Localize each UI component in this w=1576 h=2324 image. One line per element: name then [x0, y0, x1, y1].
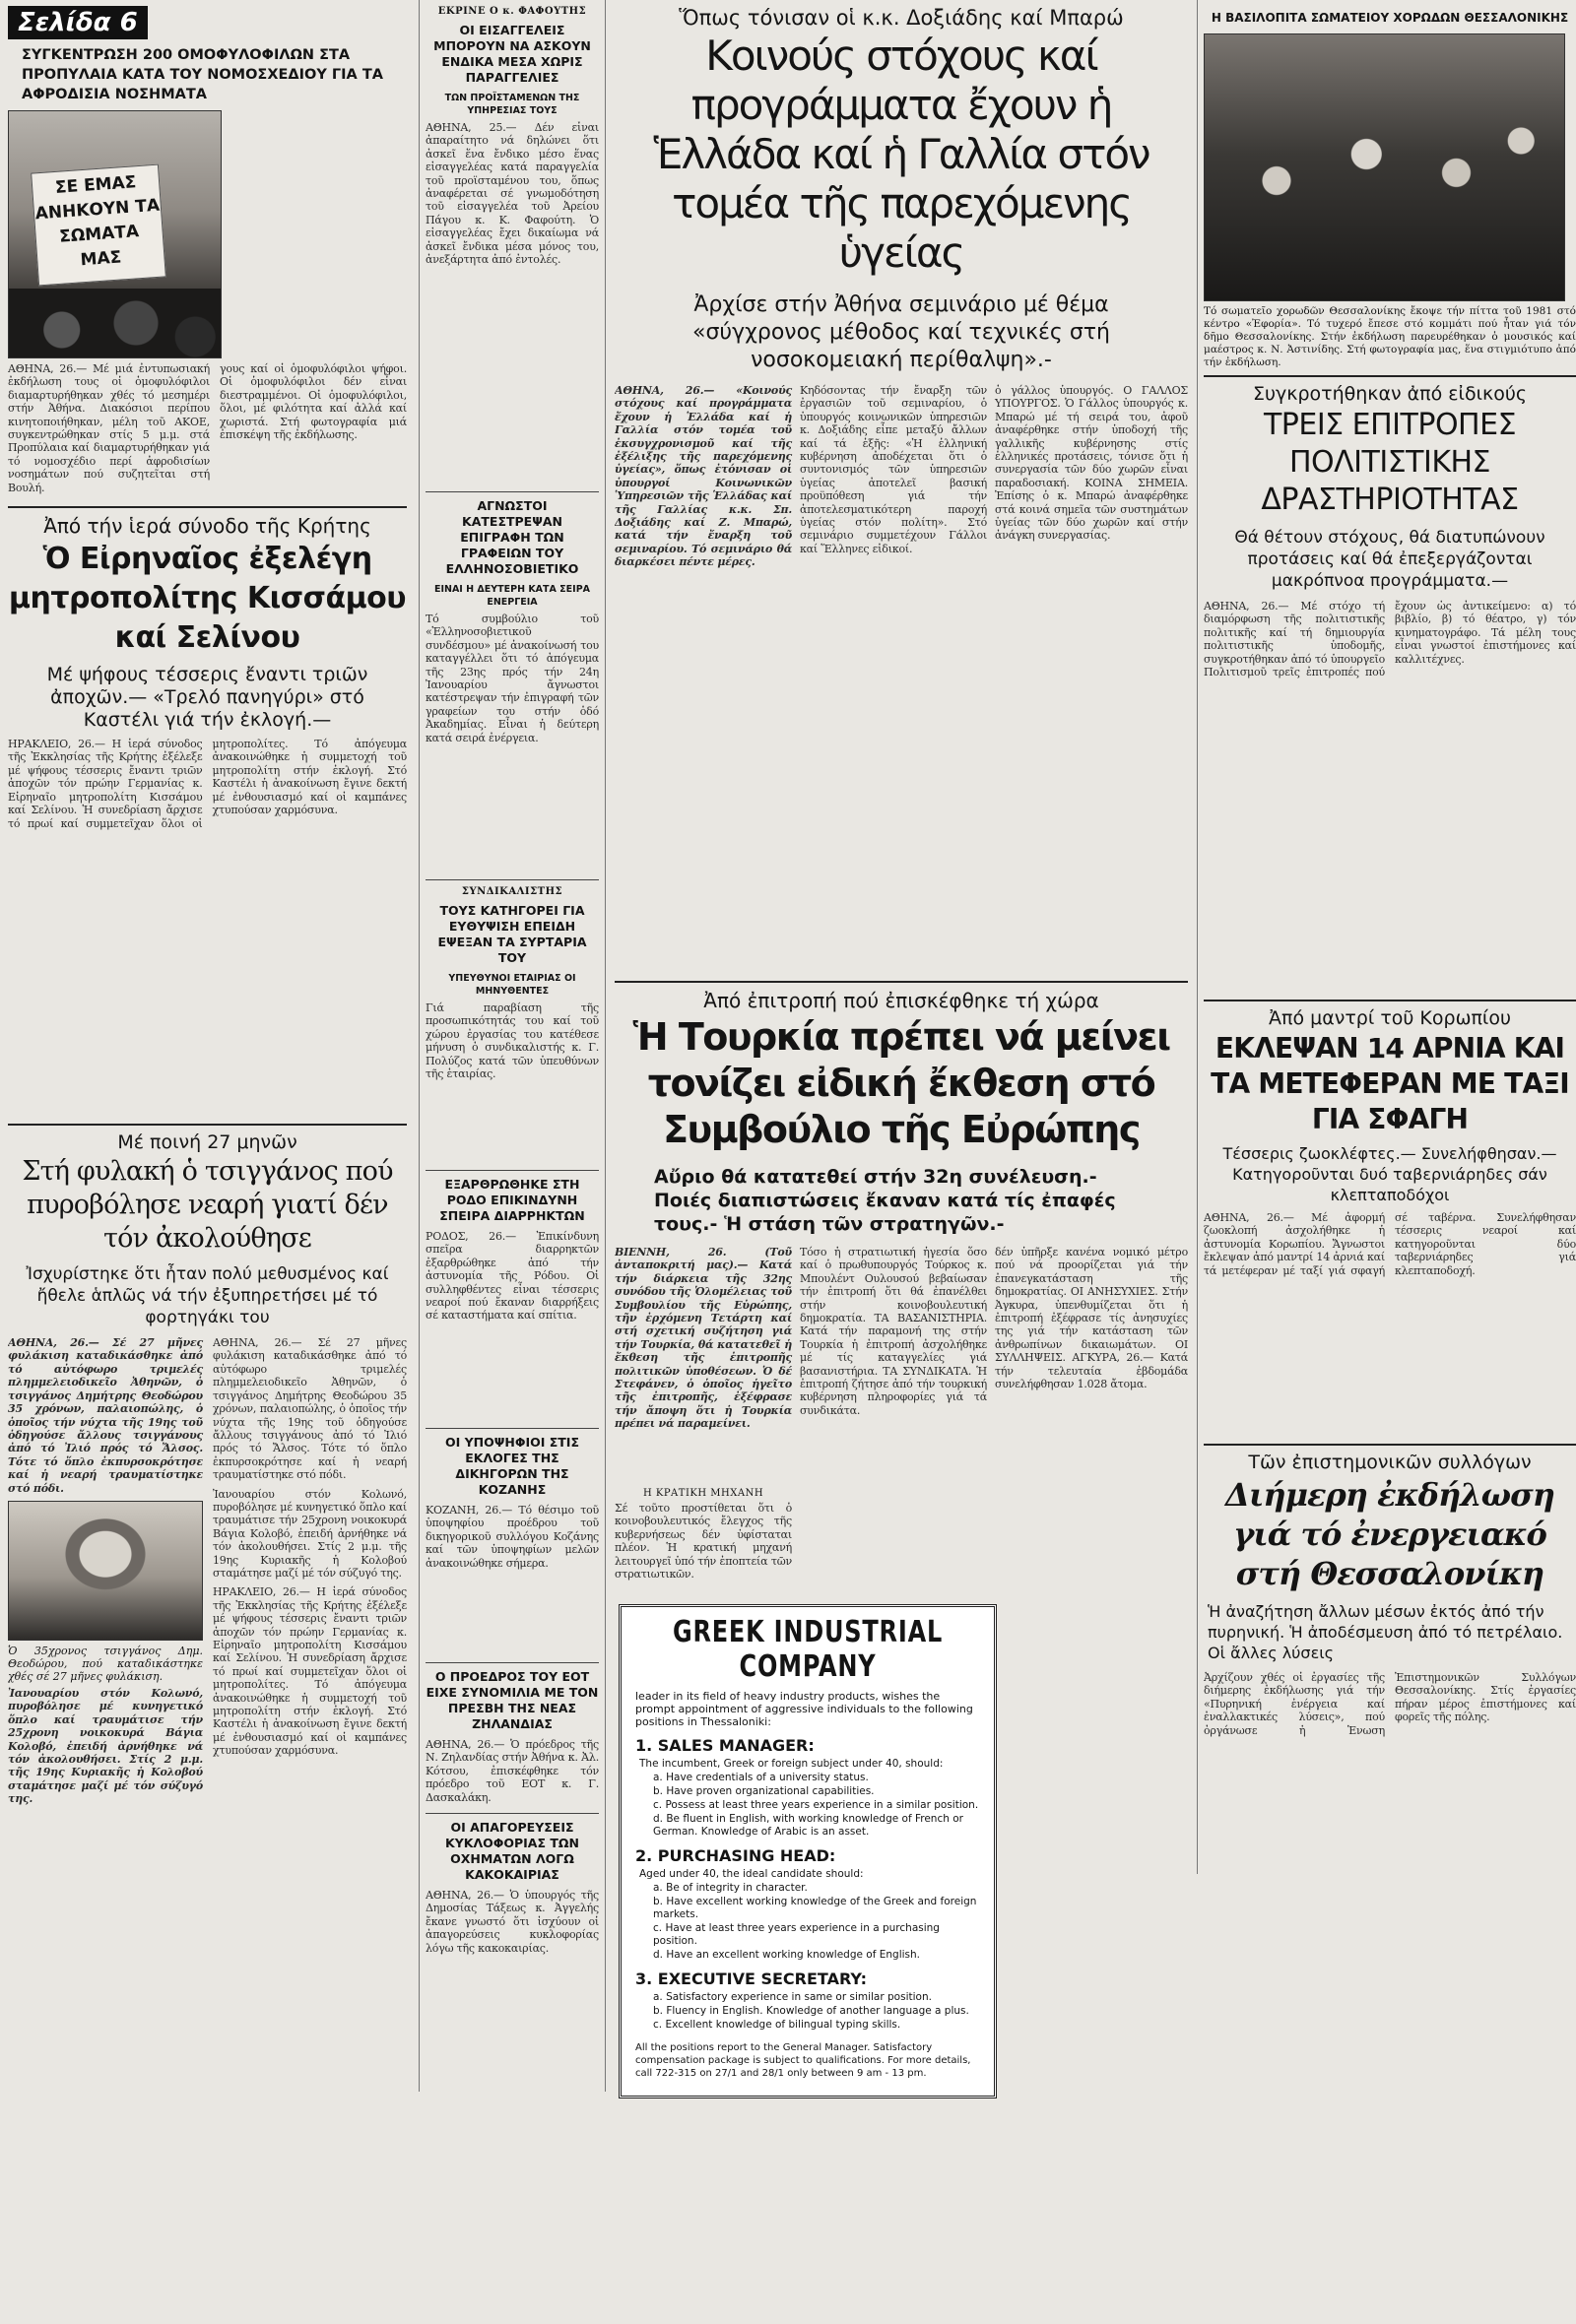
ad-lead: leader in its field of heavy industry products, wishes the prompt appointment of aggressive individuals to the following positions in Thessaloniki:	[635, 1690, 973, 1728]
ad-item: a. Be of integrity in character.	[653, 1882, 808, 1894]
health-headline: Κοινούς στόχους καί προγράμματα ἔχουν ἡ Ἑλλάδα καί ἡ Γαλλία στόν τομέα τῆς παρεχόμενης ὑγείας	[653, 32, 1149, 277]
ad-position-1-desc: The incumbent, Greek or foreign subject under 40, should:	[639, 1758, 944, 1770]
mechanism-title: Η ΚΡΑΤΙΚΗ ΜΗΧΑΝΗ	[642, 1488, 764, 1499]
column-right	[1197, 0, 1576, 1874]
culture-headline: ΤΡΕΙΣ ΕΠΙΤΡΟΠΕΣ ΠΟΛΙΤΙΣΤΙΚΗΣ ΔΡΑΣΤΗΡΙΟΤΗΤΑΣ	[1261, 408, 1519, 517]
column-main	[611, 0, 1192, 2106]
turkey-headline: Ἡ Τουρκία πρέπει νά μείνει τονίζει εἰδική ἔκθεση στό Συμβούλιο τῆς Εὐρώπης	[632, 1015, 1170, 1151]
homophile-text-a: ΑΘΗΝΑ, 26.— Μέ μιά ἐντυπωσιακή ἐκδήλωση τους οἱ ὁμοφυλόφιλοι διαμαρτυρήθηκαν χθές τό μεσημέρι στήν Ἀθήνα. Διακόσιοι περίπου κινητοποιήθηκαν, μέλη τοῦ ΑΚΟΕ, συγκεντρώθηκαν στίς 5 μ.μ. στά Προπύλαια καί διαμαρτυρήθηκαν γιά τό νομοσχέδιο περί ἀφροδισίων νοσημάτων πού συζητεῖται στή Βουλή.	[8, 362, 210, 494]
brief3-text: Γιά παραβίαση τῆς προσωπικότητάς του καί τοῦ χώρου ἐργασίας του κατέθεσε μήνυση ὁ συνδικαλιστής κ. Γ. Πολύζος κατά τῶν ὑπευθύνων τῆς ἑταιρίας.	[426, 1001, 599, 1081]
lamb-kicker: Ἀπό μαντρί τοῦ Κορωπίου	[1269, 1007, 1511, 1029]
brief1-sub: ΤΩΝ ΠΡΟΪΣΤΑΜΕΝΩΝ ΤΗΣ ΥΠΗΡΕΣΙΑΣ ΤΟΥΣ	[444, 93, 580, 116]
brief1-kicker: ΕΚΡΙΝΕ Ο κ. ΦΑΦΟΥΤΗΣ	[437, 6, 587, 17]
lamb-headline: ΕΚΛΕΨΑΝ 14 ΑΡΝΙΑ ΚΑΙ ΤΑ ΜΕΤΕΦΕΡΑΝ ΜΕ ΤΑΞΙ ΓΙΑ ΣΦΑΓΗ	[1211, 1032, 1569, 1135]
choir-caption: Τό σωματεῖο χορωδῶν Θεσσαλονίκης ἔκοψε τήν πίττα τοῦ 1981 στό κέντρο «Ἐφορία». Τό τυχερό ἔπεσε στό κομμάτι πού ἦταν γιά τόν δῆμο Θεσσαλονίκης. Στήν ἐκδήλωση παρευρέθηκαν ὁ μουσικός καί μαέστρος κ. Ν. Ἀστινίδης. Στή φωτογραφία μας, ἕνα στιγμιότυπο ἀπό τήν ἐκδήλωση.	[1204, 305, 1576, 368]
health-subhead: Ἀρχίσε στήν Ἀθήνα σεμινάριο μέ θέμα «σύγχρονος μέθοδος καί τεχνικές στή νοσοκομειακή περίθαλψη».-	[692, 292, 1110, 372]
culture-subhead: Θά θέτουν στόχους, θά διατυπώνουν προτάσεις καί θά ἐπεξεργάζονται μακρόπνοα προγράμματα.—	[1234, 528, 1545, 591]
brief3-sub: ΥΠΕΥΘΥΝΟΙ ΕΤΑΙΡΙΑΣ ΟΙ ΜΗΝΥΘΕΝΤΕΣ	[448, 973, 576, 997]
job-ad	[619, 1604, 997, 2098]
ad-item: c. Possess at least three years experience in a similar position.	[653, 1799, 979, 1811]
brief6-head: Ο ΠΡΟΕΔΡΟΣ ΤΟΥ ΕΟΤ ΕΙΧΕ ΣΥΝΟΜΙΛΙΑ ΜΕ ΤΟΝ ΠΡΕΣΒΗ ΤΗΣ ΝΕΑΣ ΖΗΛΑΝΔΙΑΣ	[426, 1669, 599, 1731]
lamb-text: ΑΘΗΝΑ, 26.— Μέ ἀφορμή ζωοκλοπή ἀσχολήθηκε ἡ ἀστυνομία Κορωπίου. Ἄγνωστοι ἔκλεψαν ἀπό μαντρί 14 ἀρνιά καί τά μετέφεραν μέ ταξί γιά σφαγή σέ ταβέρνα. Συνελήφθησαν τέσσερις νεαροί καί κατηγοροῦνται δύο ταβερνιάρηδες γιά κλεπταποδοχή.	[1204, 1211, 1576, 1277]
energy-kicker: Τῶν ἐπιστημονικῶν συλλόγων	[1248, 1452, 1532, 1473]
synod-text: ΗΡΑΚΛΕΙΟ, 26.— Η ἱερά σύνοδος τῆς Ἐκκλησίας τῆς Κρήτης ἐξέλεξε μέ ψήφους τέσσερις ἔναντι τριῶν ἀποχῶν τόν πρώην Γερμανίας κ. Εἰρηναῖο μητροπολίτη Κισσάμου καί Σελίνου. Ἡ συνεδρίαση ἄρχισε τό πρωί καί συμμετεῖχαν ὅλοι οἱ μητροπολίτες. Τό ἀπόγευμα ἀνακοινώθηκε ἡ συμμετοχή τοῦ μητροπολίτη στήν ἐκλογή. Στό Καστέλι ἡ ἀνακοίνωση ἔγινε δεκτή μέ ἐνθουσιασμό καί οἱ καμπάνες χτυπούσαν χαρμόσυνα.	[8, 738, 407, 830]
brief1-text: ΑΘΗΝΑ, 25.— Δέν εἶναι ἀπαραίτητο νά δηλώνει ὅτι ἀσκεῖ ἕνα ἔνδικο μέσο ἕνας εἰσαγγελέας κατά παραγγελία τοῦ προϊσταμένου του, ὅπως ἀναφέρεται σέ γνωμοδότηση τοῦ εἰσαγγελέα τοῦ Ἀρείου Πάγου κ. Κ. Φαφούτη. Ὁ εἰσαγγελέας ἔχει δικαίωμα νά ἀσκεῖ ἔνδικα μέσα μόνος του, ἀνεξάρτητα ἀπό ἐντολές.	[426, 121, 599, 267]
column-left	[8, 0, 407, 1888]
synod-kicker: Ἀπό τήν ἱερά σύνοδο τῆς Κρήτης	[43, 514, 371, 539]
column-briefs	[419, 0, 606, 2092]
ad-item: b. Have excellent working knowledge of the Greek and foreign markets.	[653, 1896, 977, 1920]
ad-item: c. Excellent knowledge of bilingual typing skills.	[653, 2019, 901, 2031]
turkey-subhead: Αὔριο θά κατατεθεί στήν 32η συνέλευση.- Ποιές διαπιστώσεις ἔκαναν κατά τίς ἐπαφές τους.- Ἡ στάση τῶν στρατηγῶν.-	[654, 1166, 1116, 1235]
brief5-text: ΚΟΖΑΝΗ, 26.— Τό θέσιμο τοῦ ὑποψηφίου προέδρου τοῦ δικηγορικοῦ συλλόγου Κοζάνης καί τῶν ὑποψηφίων μελῶν ἀνακοινώθηκε σήμερα.	[426, 1504, 599, 1570]
health-text-b: Κηδόσοντας τήν ἔναρξη τῶν ἐργασιῶν τοῦ σεμιναρίου, ὁ ὑπουργός κοινωνικῶν ὑπηρεσιῶν κ. Δοξιάδης εἶπε μεταξύ ἄλλων καί τά ἑξῆς: «Ἡ ἑλληνική κυβέρνηση ἀποδέχεται ὅτι ὁ συντονισμός τῶν ὑπηρεσιῶν ὑγείας ἀποτελεῖ βασική προϋπόθεση γιά τήν ἀποτελεσματικότερη παροχή ὑγείας στόν πολίτη». Στό σεμινάριο συμμετέχουν Γάλλοι καί Ἕλληνες εἰδικοί.	[800, 384, 987, 555]
gypsy-text-cont-3: ΗΡΑΚΛΕΙΟ, 26.— Η ἱερά σύνοδος τῆς Ἐκκλησίας τῆς Κρήτης ἐξέλεξε μέ ψήφους τέσσερις ἔναντι τριῶν ἀποχῶν τόν πρώην Γερμανίας κ. Εἰρηναῖο μητροπολίτη Κισσάμου καί Σελίνου. Ἡ συνεδρίαση ἄρχισε τό πρωί καί συμμετεῖχαν ὅλοι οἱ μητροπολίτες. Τό ἀπόγευμα ἀνακοινώθηκε ἡ συμμετοχή τοῦ μητροπολίτη στήν ἐκλογή. Στό Καστέλι ἡ ἀνακοίνωση ἔγινε δεκτή μέ ἐνθουσιασμό καί οἱ καμπάνες χτυπούσαν χαρμόσυνα.	[213, 1585, 407, 1758]
health-text-a: ΑΘΗΝΑ, 26.— «Κοινούς στόχους καί προγράμματα ἔχουν ἡ Ἑλλάδα καί ἡ Γαλλία στόν τομέα τοῦ ἐκσυγχρονισμοῦ καί τῆς ἐξέλιξης τῆς παρεχόμενης ὑγείας», ὅπως ἐτόνισαν οἱ ὑπουργοί Κοινωνικῶν Ὑπηρεσιῶν τῆς Ἑλλάδας καί τῆς Γαλλίας κ.κ. Σπ. Δοξιάδης καί Ζ. Μπαρώ, κατά τήν ἔναρξη τοῦ σεμιναρίου. Τό σεμινάριο θά διαρκέσει πέντε μέρες.	[615, 384, 792, 569]
ad-position-3-title: 3. EXECUTIVE SECRETARY:	[635, 1969, 867, 1988]
protest-sign: ΣΕ ΕΜΑΣ ΑΝΗΚΟΥΝ ΤΑ ΣΩΜΑΤΑ ΜΑΣ	[31, 164, 166, 287]
ad-item: b. Fluency in English. Knowledge of another language a plus.	[653, 2005, 969, 2017]
synod-subhead: Μέ ψήφους τέσσερις ἔναντι τριῶν ἀποχῶν.— «Τρελό πανηγύρι» στό Καστέλι γιά τήν ἐκλογή.—	[46, 664, 368, 732]
homophile-headline: ΣΥΓΚΕΝΤΡΩΣΗ 200 ΟΜΟΦΥΛΟΦΙΛΩΝ ΣΤΑ ΠΡΟΠΥΛΑΙΑ ΚΑΤΑ ΤΟΥ ΝΟΜΟΣΧΕΔΙΟΥ ΓΙΑ ΤΑ ΑΦΡΟΔΙΣΙΑ ΝΟΣΗΜΑΤΑ	[22, 47, 383, 102]
page-label: Σελίδα 6	[8, 6, 148, 39]
gypsy-photo	[8, 1501, 203, 1641]
ad-position-1-title: 1. SALES MANAGER:	[635, 1736, 815, 1755]
brief3-head: ΤΟΥΣ ΚΑΤΗΓΟΡΕΙ ΓΙΑ ΕΥΘΥΨΙΣΗ ΕΠΕΙΔΗ ΕΨΕΞΑΝ ΤΑ ΣΥΡΤΑΡΙΑ ΤΟΥ	[437, 903, 587, 965]
homophile-text-b: γους καί οἱ ὁμοφυλόφιλοι ψήφοι. Οἱ ὁμοφυλόφιλοι δέν εἶναι διεστραμμένοι. Οἱ ὁμοφυλόφιλοι, ὅλοι, μέ φιλότητα καί ἀλλά καί χωριστά. Στή φωτογραφία μιά ἐπισκέψη τῆς ἐκδήλωσης.	[220, 362, 407, 442]
ad-item: d. Be fluent in English, with working knowledge of French or German. Knowledge of Arabic is an asset.	[653, 1813, 963, 1838]
brief1-head: ΟΙ ΕΙΣΑΓΓΕΛΕΙΣ ΜΠΟΡΟΥΝ ΝΑ ΑΣΚΟΥΝ ΕΝΔΙΚΑ ΜΕΣΑ ΧΩΡΙΣ ΠΑΡΑΓΓΕΛΙΕΣ	[433, 23, 591, 85]
ad-company-name: GREEK INDUSTRIAL COMPANY	[672, 1615, 944, 1684]
gypsy-text-cont-2: Ἰανουαρίου στόν Κολωνό, πυροβόλησε μέ κυνηγετικό ὅπλο καί τραυμάτισε τήν 25χρονη νοικοκυρά Βάγια Κολοβό, ἐπειδή ἀρνήθηκε νά τόν ἀκολουθήσει. Στίς 2 μ.μ. τῆς 19ης Κυριακῆς ἡ Κολοβού σταμάτησε μαζί μέ τόν σύζυγό της.	[213, 1487, 407, 1580]
brief2-head: ΑΓΝΩΣΤΟΙ ΚΑΤΕΣΤΡΕΨΑΝ ΕΠΙΓΡΑΦΗ ΤΩΝ ΓΡΑΦΕΙΩΝ ΤΟΥ ΕΛΛΗΝΟΣΟΒΙΕΤΙΚΟ	[445, 498, 579, 576]
ad-item: c. Have at least three years experience in a purchasing position.	[653, 1922, 940, 1947]
brief4-text: ΡΟΔΟΣ, 26.— Ἐπικίνδυνη σπεῖρα διαρρηκτῶν ἐξαρθρώθηκε ἀπό τήν ἀστυνομία τῆς Ρόδου. Οἱ συλληφθέντες εἶναι τέσσερις νεαροί πού ἔκαναν διαρρήξεις σέ καταστήματα καί σπίτια.	[426, 1230, 599, 1323]
gypsy-text-cont: ΑΘΗΝΑ, 26.— Σέ 27 μῆνες φυλάκιση καταδικάσθηκε ἀπό τό αὐτόφωρο τριμελές πλημμελειοδικεῖο Ἀθηνῶν, ὁ τσιγγάνος Δημήτρης Θεοδώρου 35 χρόνων, παλαιοπώλης, ὁ ὁποῖος τήν νύχτα τῆς 19ης τοῦ ὁδηγούσε ἄλλους τσιγγάνους ἀπό τό Ἰλιό πρός τό Ἄλσος. Τότε τό ὅπλο ἐκπυρσοκρότησε καί ἡ νεαρή τραυματίστηκε στό πόδι.	[213, 1336, 407, 1482]
health-kicker: Ὅπως τόνισαν οἱ κ.κ. Δοξιάδης καί Μπαρώ	[679, 6, 1124, 30]
ad-position-2-title: 2. PURCHASING HEAD:	[635, 1846, 836, 1865]
gypsy-text-b: Ἰανουαρίου στόν Κολωνό, πυροβόλησε μέ κυνηγετικό ὅπλο καί τραυμάτισε τήν 25χρονη νοικοκυρά Βάγια Κολοβό, ἐπειδή ἀρνήθηκε νά τόν ἀκολουθήσει. Στίς 2 μ.μ. τῆς 19ης Κυριακῆς ἡ Κολοβού σταμάτησε μαζί μέ τόν σύζυγό της.	[8, 1686, 203, 1806]
brief6-text: ΑΘΗΝΑ, 26.— Ὁ πρόεδρος τῆς Ν. Ζηλανδίας στήν Ἀθήνα κ. Ἀλ. Κότσου, ἐπισκέφθηκε τόν πρόεδρο τοῦ ΕΟΤ κ. Γ. Δασκαλάκη.	[426, 1738, 599, 1804]
culture-kicker: Συγκροτήθηκαν ἀπό εἰδικούς	[1253, 383, 1527, 405]
ad-item: a. Have credentials of a university status.	[653, 1772, 869, 1783]
brief3-kicker: ΣΥΝΔΙΚΑΛΙΣΤΗΣ	[461, 886, 563, 897]
synod-headline: Ὁ Εἰρηναῖος ἐξελέγη μητροπολίτης Κισσάμου καί Σελίνου	[8, 542, 407, 656]
gypsy-text: ΑΘΗΝΑ, 26.— Σέ 27 μῆνες φυλάκιση καταδικάσθηκε ἀπό τό αὐτόφωρο τριμελές πλημμελειοδικεῖο Ἀθηνῶν, ὁ τσιγγάνος Δημήτρης Θεοδώρου 35 χρόνων, παλαιοπώλης, ὁ ὁποῖος τήν νύχτα τῆς 19ης τοῦ ὁδηγούσε ἄλλους τσιγγάνους ἀπό τό Ἰλιό πρός τό Ἄλσος. Τότε τό ὅπλο ἐκπυρσοκρότησε καί ἡ νεαρή τραυματίστηκε στό πόδι.	[8, 1336, 203, 1495]
gypsy-kicker: Μέ ποινή 27 μηνῶν	[117, 1131, 297, 1154]
energy-headline: Διήμερη ἐκδήλωση γιά τό ἐνεργειακό στή Θεσσαλονίκη	[1225, 1476, 1554, 1592]
brief2-sub: ΕΙΝΑΙ Η ΔΕΥΤΕΡΗ ΚΑΤΑ ΣΕΙΡΑ ΕΝΕΡΓΕΙΑ	[433, 584, 591, 608]
brief2-text: Τό συμβούλιο τοῦ «Ἑλληνοσοβιετικοῦ συνδέσμου» μέ ἀνακοίνωσή του καταγγέλλει ὅτι τό ἀπόγευμα τῆς 23ης πρός τήν 24η Ἰανουαρίου ἄγνωστοι κατέστρεψαν τήν ἐπιγραφή τῶν γραφείων του στήν ὁδό Ἀκαδημίας. Εἶναι ἡ δεύτερη κατά σειρά ἐνέργεια.	[426, 613, 599, 744]
health-text-c: ὁ γάλλος ὑπουργός. Ο ΓΑΛΛΟΣ ΥΠΟΥΡΓΟΣ. Ὁ Γάλλος ὑπουργός κ. Μπαρώ μέ τή σειρά του, ἀφοῦ ἀναφέρθηκε στήν ὑποδοχή τῆς γαλλικῆς κυβέρνησης στίς ἑλληνικές προτάσεις, τόνισε ὅτι ἡ συνεργασία τῶν δύο χωρῶν εἶναι παραδοσιακή. ΚΟΙΝΑ ΣΗΜΕΙΑ. Ἐπίσης ὁ κ. Μπαρώ ἀναφέρθηκε στά κοινά σημεῖα τῶν συστημάτων ὑγείας τῶν δύο χωρῶν καί στήν ἀνάγκη συνεργασίας.	[995, 384, 1188, 543]
turkey-kicker: Ἀπό ἐπιτροπή πού ἐπισκέφθηκε τή χώρα	[703, 989, 1099, 1012]
choir-photo	[1204, 33, 1565, 301]
energy-subhead: Ἡ ἀναζήτηση ἄλλων μέσων ἐκτός ἀπό τήν πυρηνική. Ἡ ἀποδέσμευση ἀπό τό πετρέλαιο. Οἱ ἄλλες λύσεις	[1208, 1602, 1563, 1662]
turkey-text-c: δέν ὑπῆρξε κανένα νομικό μέτρο πού νά προορίζεται γιά τήν ἐπανεγκατάσταση τῆς δημοκρατίας. ΟΙ ΑΝΗΣΥΧΙΕΣ. Στήν Ἀγκυρα, ὑπενθυμίζεται ὅτι ἡ ἐπιτροπή ἐξέφρασε τίς ἀνησυχίες της γιά τήν κατάσταση τῶν ἀνθρωπίνων δικαιωμάτων. ΟΙ ΣΥΛΛΗΨΕΙΣ. ΑΓΚΥΡΑ, 26.— Κατά τήν τελευταία ἐβδομάδα συνελήφθησαν 1.028 ἄτομα.	[995, 1246, 1188, 1391]
gypsy-headline: Στή φυλακή ὁ τσιγγάνος πού πυροβόλησε νεαρή γιατί δέν τόν ἀκολούθησε	[22, 1156, 393, 1255]
energy-text: Ἀρχίζουν χθές οἱ ἐργασίες τῆς διήμερης ἐκδήλωσης γιά τήν «Πυρηνική ἐνέργεια καί ἐναλλακτικές λύσεις», πού ὀργάνωσε ἡ Ἑνωση Ἐπιστημονικῶν Συλλόγων Θεσσαλονίκης. Στίς ἐργασίες πήραν μέρος ἐπιστήμονες καί φορεῖς τῆς πόλης.	[1204, 1671, 1576, 1737]
gypsy-subhead: Ἰσχυρίστηκε ὅτι ἦταν πολύ μεθυσμένος καί ἤθελε ἁπλῶς νά τήν ἐξυπηρετήσει μέ τό φορτηγάκι του	[26, 1264, 389, 1328]
ad-position-2-desc: Aged under 40, the ideal candidate should:	[639, 1868, 864, 1880]
turkey-text-a: ΒΙΕΝΝΗ, 26. (Τοῦ ἀνταποκριτή μας).— Κατά τήν διάρκεια τῆς 32ης συνόδου τῆς Ὁλομέλειας τοῦ Συμβουλίου τῆς Εὐρώπης, τῆν ἐρχόμενη Τετάρτη καί στή σχετική συζήτηση γιά τήν Τουρκία, θά κατατεθεῖ ἡ ἔκθεση τῆς ἐπιτροπῆς πολιτικῶν ὑποθέσεων. Ὁ δέ Στεφάνεν, ὁ ὁποῖος ἡγεῖτο τῆς ἐπιτροπῆς, ἐξέφρασε τήν ἄποψη ὅτι ἡ Τουρκία πρέπει νά παραμείνει.	[615, 1246, 792, 1431]
turkey-text-b: Τόσο ἡ στρατιωτική ἡγεσία ὅσο καί ὁ πρωθυπουργός Τούρκος κ. Μπουλέντ Ουλουσού βεβαίωσαν τήν ἐπιτροπή ὅτι θά ἐπανέλθει στήν κοινοβουλευτική δημοκρατία. ΤΑ ΒΑΣΑΝΙΣΤΗΡΙΑ. Κατά τήν παραμονή της στήν Τουρκία ἡ ἐπιτροπή ἀσχολήθηκε μέ τίς καταγγελίες γιά βασανιστήρια. ΤΑ ΣΥΝΔΙΚΑΤΑ. Ἡ ἐπιτροπή ζήτησε ἀπό τήν τουρκική κυβέρνηση πληροφορίες γιά τά συνδικάτα.	[800, 1246, 987, 1417]
gypsy-caption: Ὁ 35χρονος τσιγγάνος Δημ. Θεοδώρου, πού καταδικάστηκε χθές σέ 27 μῆνες φυλάκιση.	[8, 1644, 203, 1683]
lamb-subhead: Τέσσερις ζωοκλέφτες.— Συνελήφθησαν.— Κατηγοροῦνται δυό ταβερνιάρηδες σάν κλεπταποδόχοι	[1222, 1144, 1557, 1204]
brief4-head: ΕΞΑΡΘΡΩΘΗΚΕ ΣΤΗ ΡΟΔΟ ΕΠΙΚΙΝΔΥΝΗ ΣΠΕΙΡΑ ΔΙΑΡΡΗΚΤΩΝ	[439, 1177, 585, 1223]
mechanism-text: Σέ τοῦτο προστίθεται ὅτι ὁ κοινοβουλευτικός ἔλεγχος τῆς κυβερνήσεως δέν ὑφίσταται πλέον. Ἡ κρατική μηχανή λειτουργεῖ ὑπό τήν ἐποπτεία τῶν στρατιωτικῶν.	[615, 1502, 792, 1582]
ad-footer: All the positions report to the General Manager. Satisfactory compensation package is subject to qualifications. For more details, call 722-315 on 27/1 and 28/1 only between 9 am - 13 pm.	[635, 2042, 971, 2079]
brief7-head: ΟΙ ΑΠΑΓΟΡΕΥΣΕΙΣ ΚΥΚΛΟΦΟΡΙΑΣ ΤΩΝ ΟΧΗΜΑΤΩΝ ΛΟΓΩ ΚΑΚΟΚΑΙΡΙΑΣ	[445, 1820, 579, 1882]
protest-photo	[8, 110, 222, 358]
protest-crowd	[9, 289, 221, 357]
brief7-text: ΑΘΗΝΑ, 26.— Ὁ ὑπουργός τῆς Δημοσίας Τάξεως κ. Ἀγγελής ἔκανε γνωστό ὅτι ἰσχύουν οἱ ἀπαγορεύσεις κυκλοφορίας λόγω τῆς κακοκαιρίας.	[426, 1889, 599, 1955]
culture-text: ΑΘΗΝΑ, 26.— Μέ στόχο τή διαμόρφωση τῆς πολιτιστικῆς πολιτικῆς καί τή δημιουργία πολιτιστικῆς ὑποδομῆς, συγκροτήθηκαν ἀπό τό ὑπουργεῖο Πολιτισμοῦ τρεῖς ἐπιτροπές πού ἔχουν ὡς ἀντικείμενο: α) τό βιβλίο, β) τό θέατρο, γ) τόν κινηματογράφο. Τά μέλη τους εἶναι γνωστοί ἐπιστήμονες καί καλλιτέχνες.	[1204, 600, 1576, 679]
choir-headline: Η ΒΑΣΙΛΟΠΙΤΑ ΣΩΜΑΤΕΙΟΥ ΧΟΡΩΔΩΝ ΘΕΣΣΑΛΟΝΙΚΗΣ	[1211, 11, 1569, 25]
ad-item: a. Satisfactory experience in same or similar position.	[653, 1991, 932, 2003]
ad-item: b. Have proven organizational capabilities.	[653, 1785, 875, 1797]
ad-item: d. Have an excellent working knowledge of English.	[653, 1949, 920, 1961]
brief5-head: ΟΙ ΥΠΟΨΗΦΙΟΙ ΣΤΙΣ ΕΚΛΟΓΕΣ ΤΗΣ ΔΙΚΗΓΟΡΩΝ ΤΗΣ ΚΟΖΑΝΗΣ	[444, 1435, 579, 1497]
